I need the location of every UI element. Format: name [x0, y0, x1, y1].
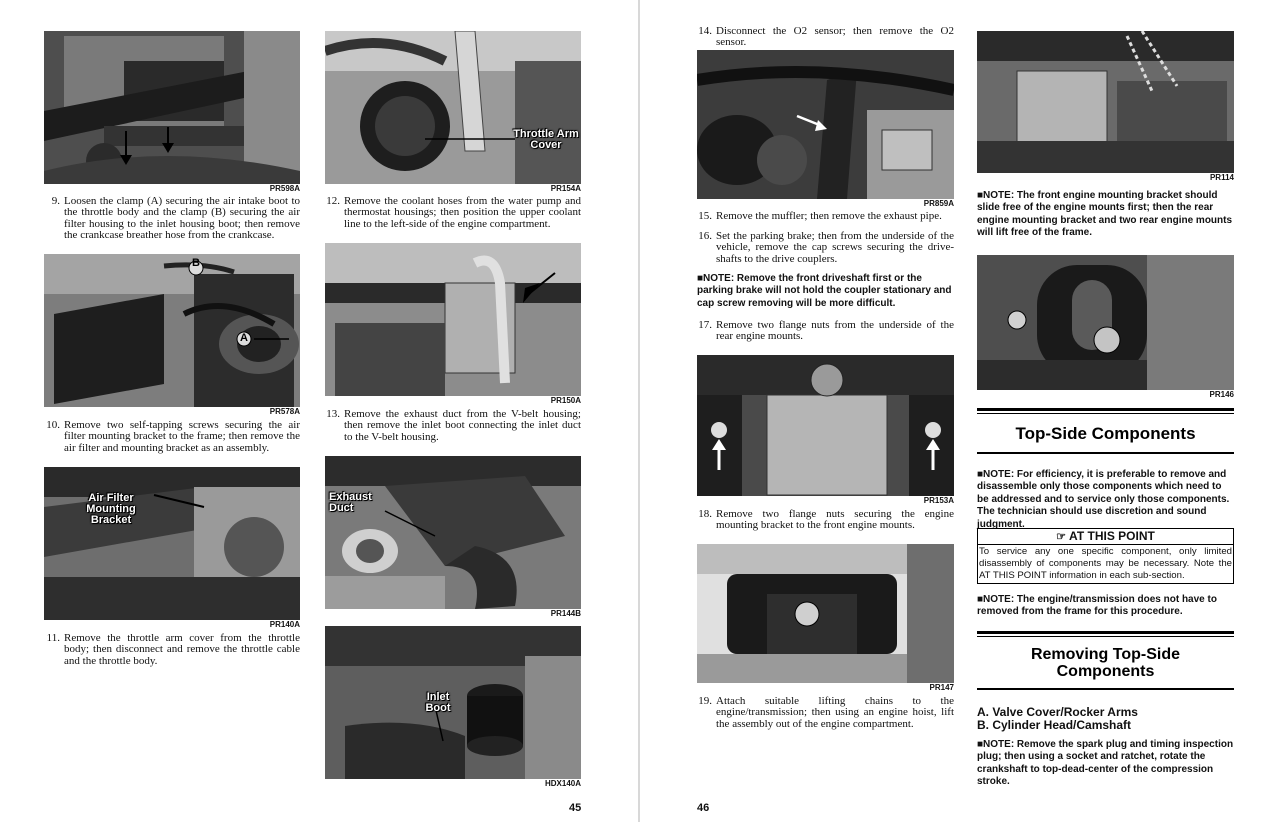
- step-number: 12.: [326, 195, 340, 207]
- step-13: [326, 408, 581, 443]
- photo-o2-sensor: [697, 50, 954, 199]
- step-number: 13.: [326, 408, 340, 420]
- section-rule: [977, 452, 1234, 454]
- figure-code: PR150A: [550, 396, 581, 405]
- photo-coolant-line: [325, 243, 581, 396]
- note-efficiency: ■NOTE: For efficiency, it is preferable to remove and disassemble only those components which need to be addressed and to service only those components. The technician should use discretion and sound judgment.: [977, 469, 1230, 530]
- callout-exhaust-duct: Exhaust Duct: [329, 491, 372, 514]
- page-45: [0, 0, 638, 822]
- step-text: Loosen the clamp (A) securing the air intake boot to the throttle body and the clamp (B) securing the air filter housing to the inlet housing boot; then remove the crankcase breather hose from the crankcase.: [64, 195, 300, 241]
- photo-hdx140a: [325, 626, 581, 779]
- section-rule: [977, 408, 1234, 411]
- photo-engine-mount-bracket: [977, 255, 1234, 390]
- photo-pr153a: [697, 355, 954, 496]
- step-text: Attach suitable lifting chains to the engine/transmission; then using an engine hoist, lift the assembly out of the engine compartment.: [716, 695, 954, 730]
- step-number: 16.: [698, 230, 712, 242]
- photo-pr114: [977, 31, 1234, 173]
- page-number: 45: [569, 802, 582, 814]
- callout-air-filter-bracket: Air Filter Mounting Bracket: [86, 492, 136, 526]
- photo-air-filter-bracket: [44, 467, 300, 620]
- photo-air-intake-boot: [44, 254, 300, 407]
- figure-code: PR598A: [269, 184, 300, 193]
- step-19: [698, 695, 954, 730]
- photo-exhaust-duct: [325, 456, 581, 609]
- at-this-point-box: [977, 528, 1234, 584]
- section-title-line: Removing Top-Side: [1030, 646, 1181, 663]
- at-this-point-heading: [978, 529, 1233, 545]
- figure-code: PR153A: [923, 496, 954, 505]
- step-text: Remove two self-tapping screws securing the air filter mounting bracket to the frame; then remove the air filter and mounting bracket as an assembly.: [64, 419, 300, 454]
- callout-inlet-boot: Inlet Boot: [425, 691, 451, 714]
- figure-code: PR146: [1209, 390, 1234, 399]
- section-title-removing-top-side: [977, 646, 1234, 680]
- step-11: [46, 632, 300, 667]
- section-rule: [977, 631, 1234, 634]
- figure-code: PR144B: [550, 609, 581, 618]
- section-rule: [977, 636, 1234, 637]
- step-9: [51, 195, 300, 241]
- callout-b: B: [192, 257, 200, 269]
- step-number: 15.: [698, 210, 712, 222]
- step-text: Remove two flange nuts securing the engine mounting bracket to the front engine mounts.: [716, 508, 954, 532]
- photo-engine-hoist: [977, 31, 1234, 173]
- photo-pr859a: [697, 50, 954, 199]
- figure-code: PR147: [929, 683, 954, 692]
- subhead-valve-cover: A. Valve Cover/Rocker Arms: [977, 705, 1138, 719]
- step-16: [698, 230, 954, 265]
- photo-pr598a: [44, 31, 300, 184]
- step-text: Remove the coolant hoses from the water pump and thermostat housings; then position the upper coolant line to the left-side of the engine compartment.: [344, 195, 581, 230]
- step-18: [698, 508, 954, 532]
- step-number: 11.: [46, 632, 60, 644]
- step-10: [46, 419, 300, 454]
- section-title-top-side: Top-Side Components: [1015, 424, 1196, 443]
- at-this-point-text: To service any one specific component, only limited disassembly of components may be necessary. Note the AT THIS POINT information in each sub-section.: [979, 546, 1232, 581]
- step-text: Disconnect the O2 sensor; then remove the O2 sensor.: [716, 25, 954, 49]
- photo-pr150a: [325, 243, 581, 396]
- step-number: 9.: [51, 195, 60, 207]
- callout-a: A: [240, 332, 248, 344]
- photo-pr140a: [44, 467, 300, 620]
- subhead-cylinder-head: B. Cylinder Head/Camshaft: [977, 718, 1132, 732]
- photo-pr147: [697, 544, 954, 683]
- photo-pr144b: [325, 456, 581, 609]
- step-number: 18.: [698, 508, 712, 520]
- figure-code: PR859A: [923, 199, 954, 208]
- figure-code: PR140A: [269, 620, 300, 629]
- photo-engine-bay-clamps: [44, 31, 300, 184]
- section-rule: [977, 688, 1234, 690]
- pointing-hand-icon: ☞: [1056, 531, 1067, 543]
- step-number: 17.: [698, 319, 712, 331]
- photo-throttle-arm-cover: [325, 31, 581, 184]
- step-12: [326, 195, 581, 230]
- photo-pr146: [977, 255, 1234, 390]
- note-spark-plug: ■NOTE: Remove the spark plug and timing inspection plug; then using a socket and ratchet, rotate the crankshaft to top-dead-center of the compression stroke.: [977, 739, 1234, 788]
- figure-code: PR114: [1209, 173, 1234, 182]
- photo-front-engine-mount: [697, 544, 954, 683]
- step-17: [698, 319, 954, 343]
- section-title-line: Components: [1056, 663, 1155, 680]
- page-number: 46: [697, 802, 710, 814]
- callout-throttle-arm-cover: Throttle Arm Cover: [513, 128, 579, 151]
- step-text: Set the parking brake; then from the underside of the vehicle, remove the cap screws securing the drive-shafts to the drive couplers.: [716, 230, 954, 265]
- note-driveshaft: ■NOTE: Remove the front driveshaft first or the parking brake will not hold the coupler stationary and cap screw removing will be more difficult.: [697, 273, 952, 309]
- figure-code: PR154A: [550, 184, 581, 193]
- step-text: Remove the muffler; then remove the exhaust pipe.: [716, 210, 942, 222]
- step-number: 14.: [698, 25, 712, 37]
- figure-code: HDX140A: [544, 779, 581, 788]
- step-text: Remove the throttle arm cover from the throttle body; then disconnect and remove the throttle cable and the throttle body.: [64, 632, 300, 667]
- step-number: 19.: [698, 695, 712, 707]
- photo-pr154a: [325, 31, 581, 184]
- figure-code: PR578A: [269, 407, 300, 416]
- photo-rear-engine-mounts: [697, 355, 954, 496]
- step-text: Remove the exhaust duct from the V-belt housing; then remove the inlet boot connecting the inlet duct to the V-belt housing.: [344, 408, 581, 443]
- step-15: [698, 210, 954, 222]
- step-14: [698, 25, 954, 49]
- step-text: Remove two flange nuts from the underside of the rear engine mounts.: [716, 319, 954, 343]
- note-engine-removal: ■NOTE: The engine/transmission does not have to removed from the frame for this procedure.: [977, 594, 1217, 618]
- at-this-point-title: AT THIS POINT: [1069, 529, 1155, 543]
- step-number: 10.: [46, 419, 60, 431]
- section-rule: [977, 413, 1234, 414]
- photo-pr578a: [44, 254, 300, 407]
- page-46: [640, 0, 1280, 822]
- note-mounting-bracket: ■NOTE: The front engine mounting bracket should slide free of the engine mounts first; then the rear engine mounting bracket and two rear engine mounts will lift free of the frame.: [977, 190, 1233, 239]
